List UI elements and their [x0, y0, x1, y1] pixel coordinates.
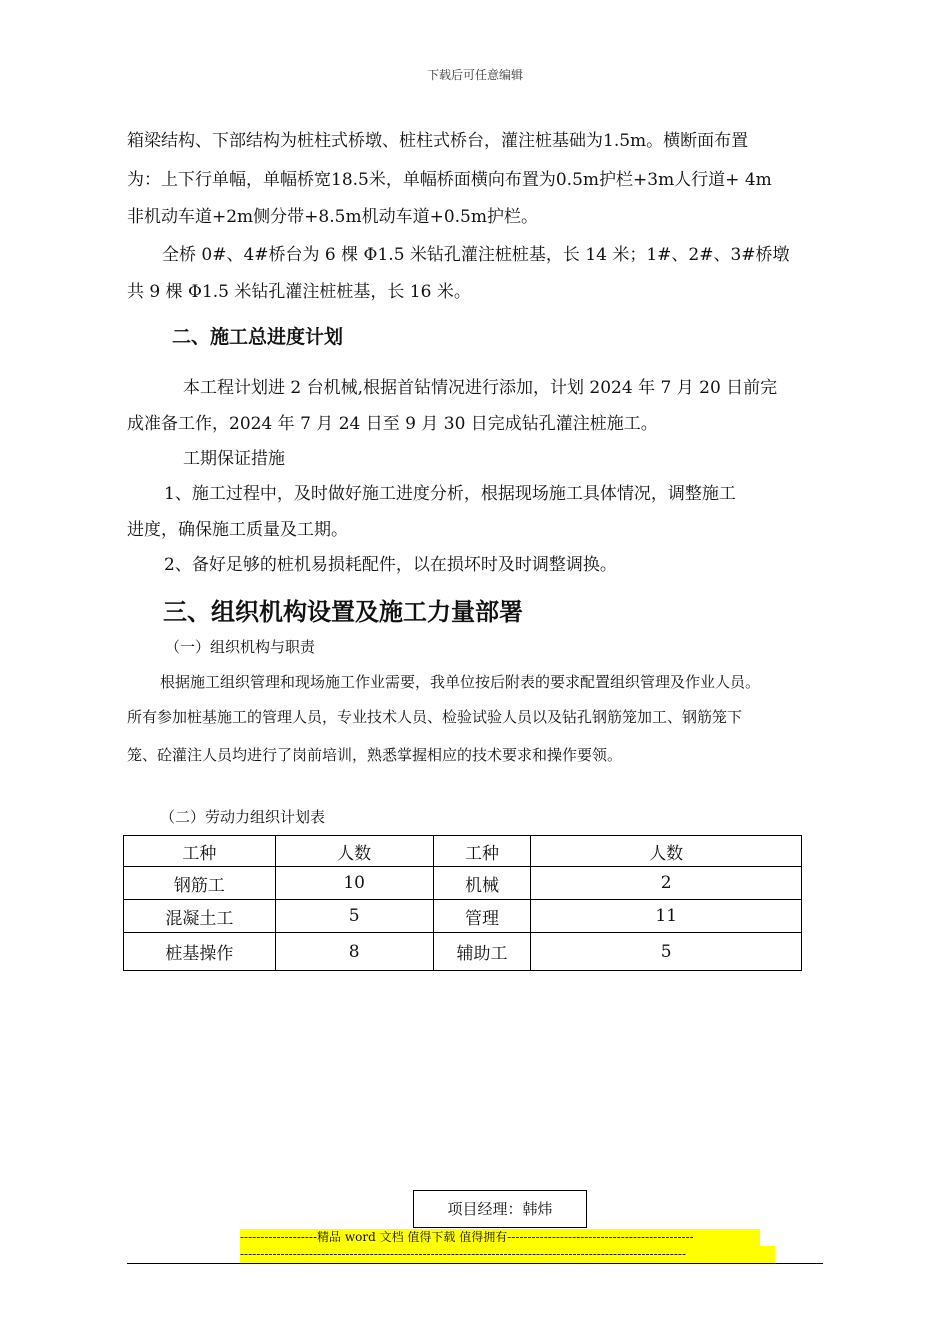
subsection-organization: （一）组织机构与职责: [165, 638, 316, 656]
intro-line-1: 箱梁结构、下部结构为桩柱式桥墩、桩柱式桥台，灌注桩基础为1.5m。横断面布置: [127, 131, 749, 151]
table-cell: 钢筋工: [124, 867, 276, 900]
measure-2: 2、备好足够的桩机易损耗配件，以在损坏时及时调整调换。: [164, 555, 617, 575]
table-header-cell: 工种: [124, 836, 276, 867]
table-cell: 辅助工: [433, 933, 531, 971]
table-header-cell: 人数: [275, 836, 433, 867]
schedule-line-2: 成准备工作，2024 年 7 月 24 日至 9 月 30 日完成钻孔灌注桩施工。: [127, 414, 658, 434]
subsection-labor: （二）劳动力组织计划表: [160, 808, 326, 826]
intro-line-2: 为：上下行单幅，单幅桥宽18.5米，单幅桥面横向布置为0.5m护栏+3m人行道+ 4m: [127, 170, 772, 190]
intro-line-5: 共 9 棵 Φ1.5 米钻孔灌注桩桩基，长 16 米。: [127, 282, 471, 302]
intro-line-4: 全桥 0#、4#桥台为 6 棵 Φ1.5 米钻孔灌注桩桩基，长 14 米；1#、2#、3#桥墩: [162, 245, 790, 265]
org-para-line-3: 笼、砼灌注人员均进行了岗前培训，熟悉掌握相应的技术要求和操作要领。: [127, 746, 623, 764]
table-cell: 2: [531, 867, 802, 900]
footer-banner-line-1: -------------------精品 word 文档 值得下载 值得拥有----------------------------------------------: [240, 1229, 760, 1246]
table-cell: 11: [531, 900, 802, 933]
table-cell: 10: [275, 867, 433, 900]
table-cell: 5: [275, 900, 433, 933]
signature-box: 项目经理：韩炜: [413, 1190, 587, 1228]
measures-title: 工期保证措施: [183, 449, 285, 469]
table-row: [124, 933, 802, 971]
section-3-title: 三、组织机构设置及施工力量部署: [163, 598, 523, 626]
table-row: [124, 867, 802, 900]
table-cell: 5: [531, 933, 802, 971]
org-para-line-1: 根据施工组织管理和现场施工作业需要，我单位按后附表的要求配置组织管理及作业人员。: [160, 673, 761, 691]
page-header: 下载后可任意编辑: [426, 68, 523, 82]
footer-rule: [127, 1263, 823, 1264]
table-header-cell: 人数: [531, 836, 802, 867]
section-2-title: 二、施工总进度计划: [172, 326, 344, 348]
table-cell: 桩基操作: [124, 933, 276, 971]
table-row: [124, 900, 802, 933]
measure-1-line-2: 进度，确保施工质量及工期。: [127, 520, 348, 540]
intro-line-3: 非机动车道+2m侧分带+8.5m机动车道+0.5m护栏。: [127, 207, 538, 227]
table-cell: 8: [275, 933, 433, 971]
schedule-line-1: 本工程计划进 2 台机械,根据首钻情况进行添加，计划 2024 年 7 月 20 日前完: [183, 378, 778, 398]
measure-1-line-1: 1、施工过程中，及时做好施工进度分析，根据现场施工具体情况，调整施工: [164, 484, 736, 504]
table-cell: 机械: [433, 867, 531, 900]
footer-banner-line-2: --------------------------------------------------------------------------------------------------------------: [240, 1246, 775, 1263]
table-header-row: [124, 836, 802, 867]
labor-table: [123, 835, 802, 971]
table-cell: 混凝土工: [124, 900, 276, 933]
org-para-line-2: 所有参加桩基施工的管理人员，专业技术人员、检验试验人员以及钻孔钢筋笼加工、钢筋笼下: [127, 708, 743, 726]
table-header-cell: 工种: [433, 836, 531, 867]
table-cell: 管理: [433, 900, 531, 933]
